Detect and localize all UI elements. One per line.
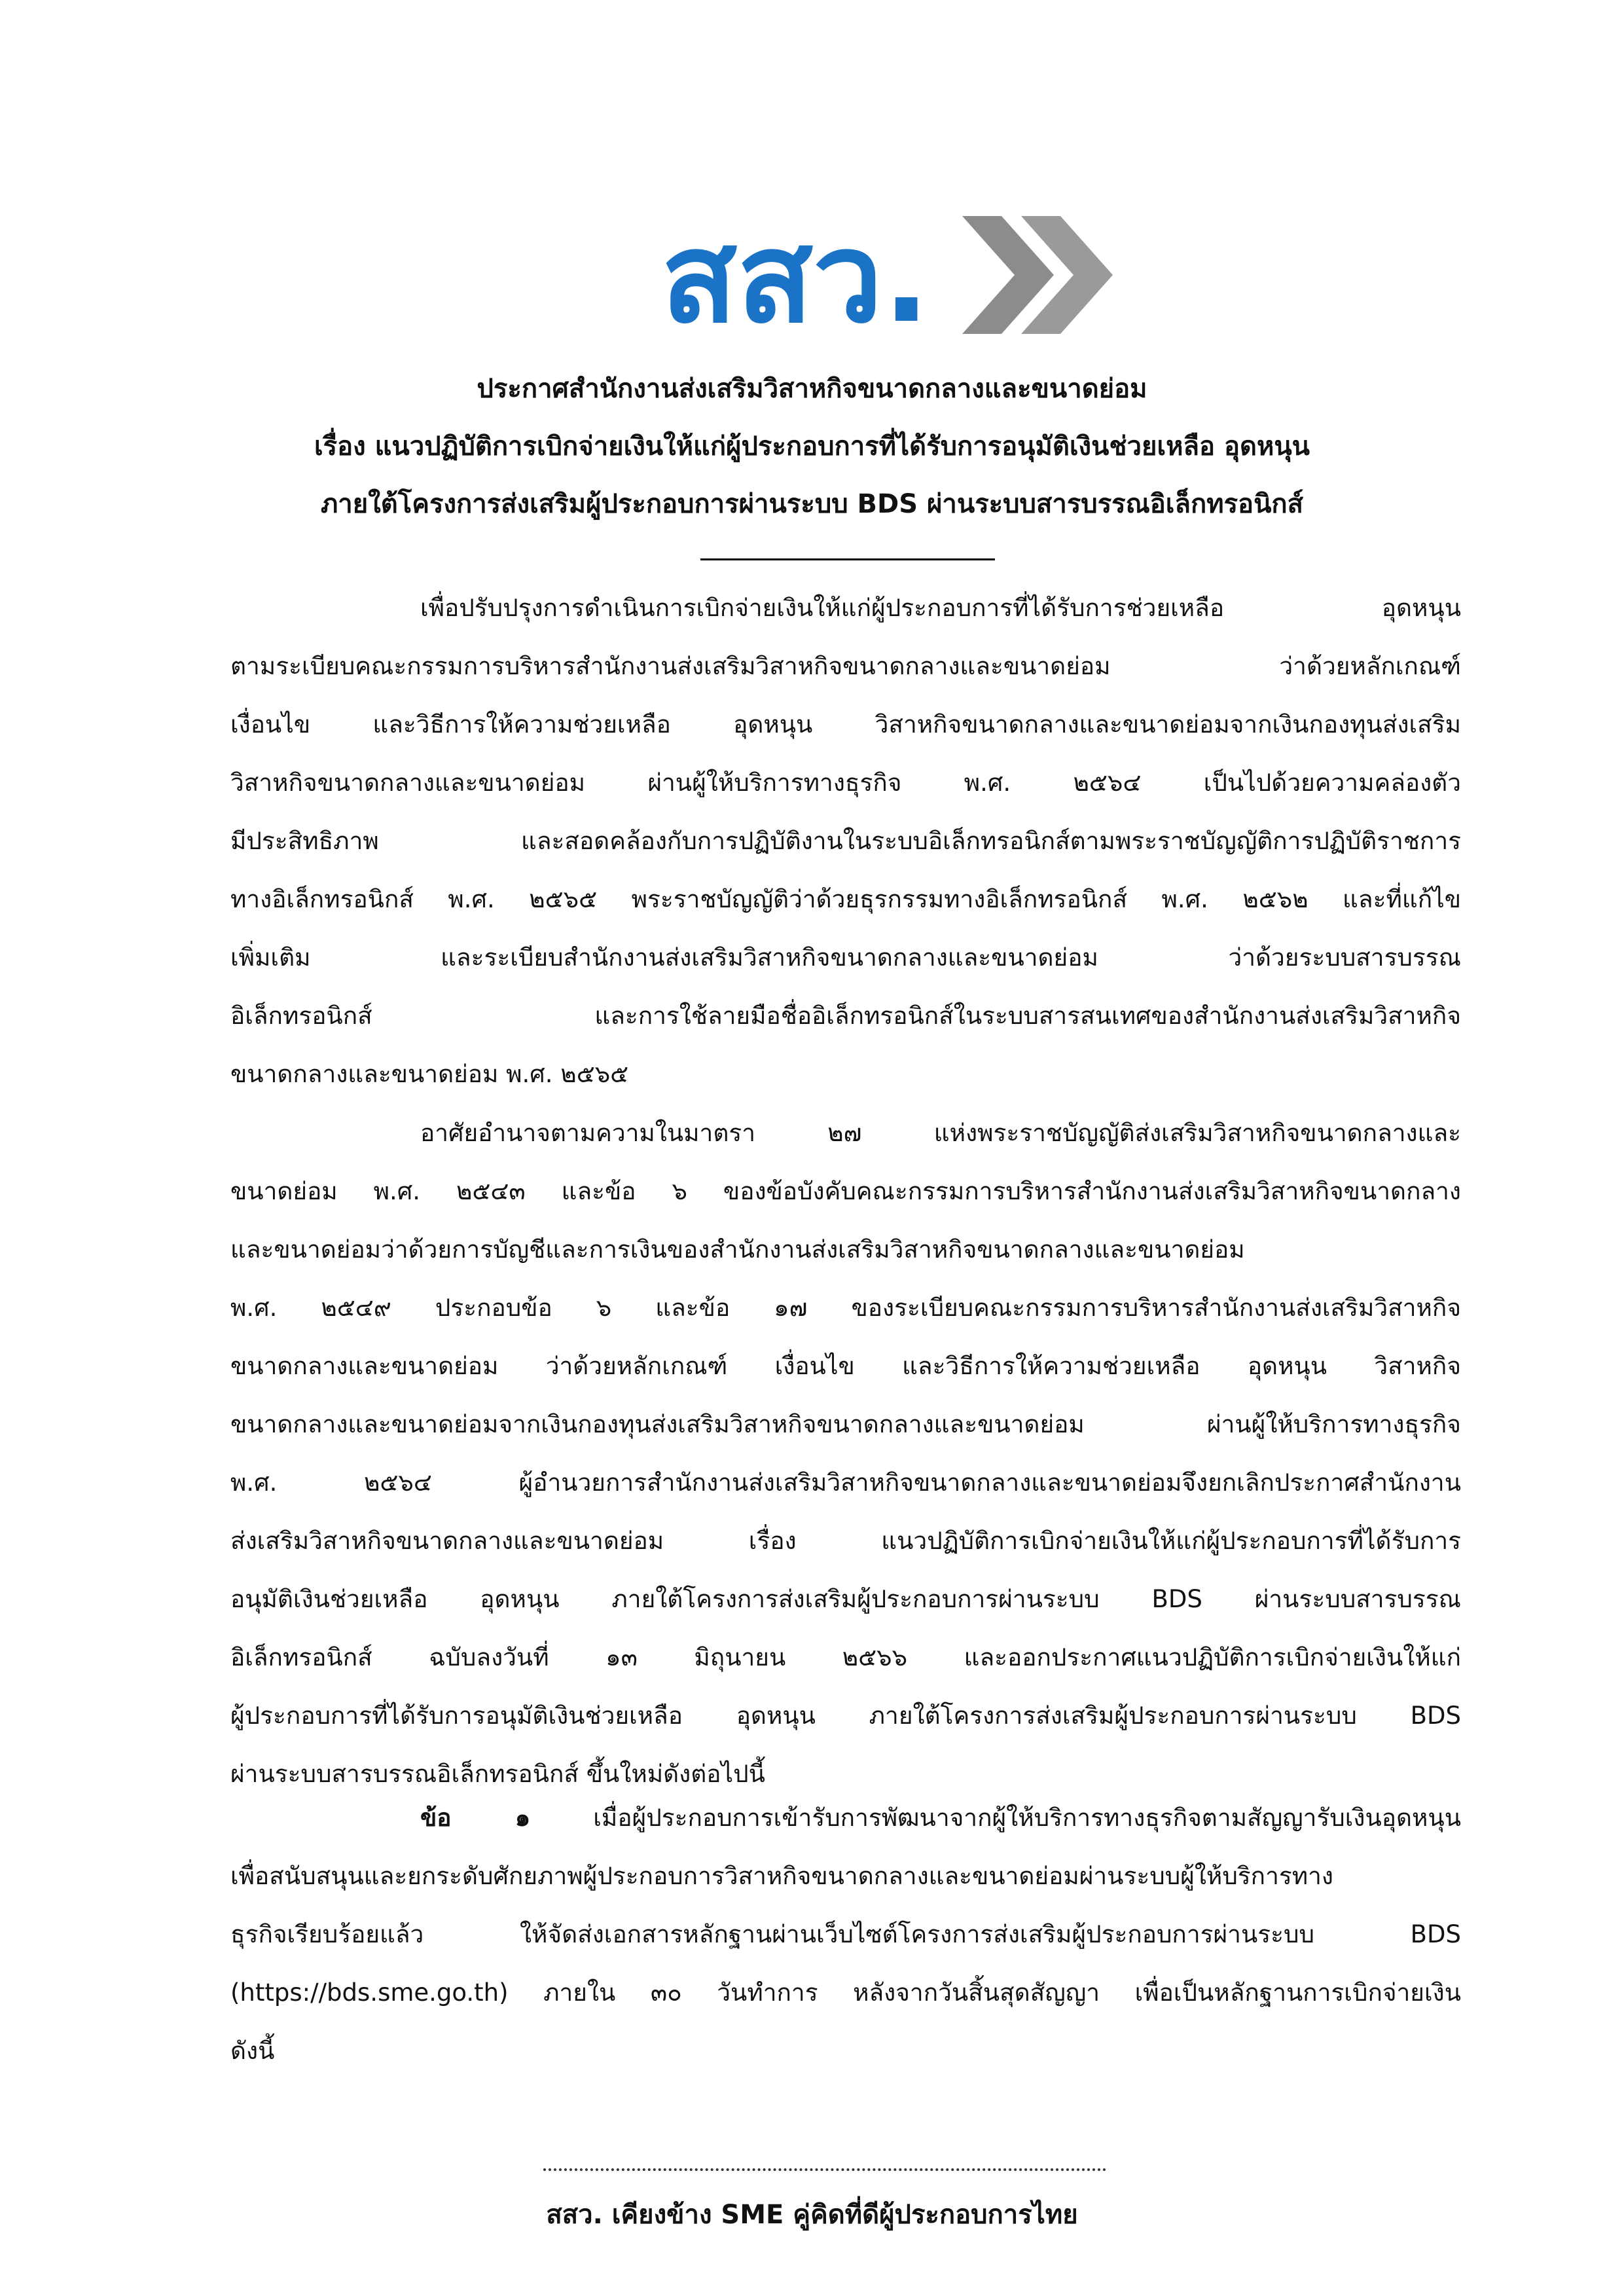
text-line: เพื่อปรับปรุงการดำเนินการเบิกจ่ายเงินให้แก่ผู้ประกอบการที่ได้รับการช่วยเหลือ อุดหนุน: [420, 594, 1461, 622]
text-line: ขนาดกลางและขนาดย่อม ว่าด้วยหลักเกณฑ์ เงื่อนไข และวิธีการให้ความช่วยเหลือ อุดหนุน วิสาหกิจ: [230, 1352, 1461, 1380]
announcement-subject: เรื่อง แนวปฏิบัติการเบิกจ่ายเงินให้แก่ผู้ประกอบการที่ได้รับการอนุมัติเงินช่วยเหลือ อุดหนุน: [314, 431, 1310, 462]
text-line: ผู้ประกอบการที่ได้รับการอนุมัติเงินช่วยเหลือ อุดหนุน ภายใต้โครงการส่งเสริมผู้ประกอบการผ่านระบบ BDS: [230, 1702, 1461, 1730]
paragraph-preamble: [230, 579, 1461, 1103]
footer-slogan: สสว. เคียงข้าง SME คู่คิดที่ดีผู้ประกอบการไทย: [546, 2200, 1078, 2230]
text-line: อาศัยอำนาจตามความในมาตรา ๒๗ แห่งพระราชบัญญัติส่งเสริมวิสาหกิจขนาดกลางและ: [420, 1119, 1461, 1147]
text-line: เพิ่มเติม และระเบียบสำนักงานส่งเสริมวิสาหกิจขนาดกลางและขนาดย่อม ว่าด้วยระบบสารบรรณ: [230, 943, 1461, 972]
text-line: และขนาดย่อมว่าด้วยการบัญชีและการเงินของสำนักงานส่งเสริมวิสาหกิจขนาดกลางและขนาดย่อม: [230, 1235, 1245, 1264]
text-line: ขนาดกลางและขนาดย่อมจากเงินกองทุนส่งเสริมวิสาหกิจขนาดกลางและขนาดย่อม ผ่านผู้ให้บริการทางธุรกิจ: [230, 1410, 1461, 1438]
text-line: อิเล็กทรอนิกส์ ฉบับลงวันที่ ๑๓ มิถุนายน ๒๕๖๖ และออกประกาศแนวปฏิบัติการเบิกจ่ายเงินให้แก่: [230, 1643, 1461, 1671]
clause-1: [230, 1789, 1461, 2080]
text-line: ดังนี้: [230, 2037, 275, 2065]
announcement-subject-cont: ภายใต้โครงการส่งเสริมผู้ประกอบการผ่านระบบ BDS ผ่านระบบสารบรรณอิเล็กทรอนิกส์: [320, 489, 1304, 519]
text-line: ธุรกิจเรียบร้อยแล้ว ให้จัดส่งเอกสารหลักฐานผ่านเว็บไซต์โครงการส่งเสริมผู้ประกอบการผ่านระบบ BDS: [230, 1920, 1461, 1948]
text-line: วิสาหกิจขนาดกลางและขนาดย่อม ผ่านผู้ให้บริการทางธุรกิจ พ.ศ. ๒๕๖๔ เป็นไปด้วยความคล่องตัว: [230, 769, 1461, 797]
double-chevron-icon: [962, 216, 1113, 334]
text-line: [230, 1789, 1461, 1847]
logo-graphic: [655, 196, 1113, 354]
text-line: ขนาดกลางและขนาดย่อม พ.ศ. ๒๕๖๕: [230, 1060, 629, 1088]
clause-label: ข้อ ๑: [420, 1804, 531, 1832]
text-line: ผ่านระบบสารบรรณอิเล็กทรอนิกส์ ขึ้นใหม่ดังต่อไปนี้: [230, 1760, 765, 1788]
logo-text: สสว.: [661, 206, 930, 350]
text-line: อิเล็กทรอนิกส์ และการใช้ลายมือชื่ออิเล็กทรอนิกส์ในระบบสารสนเทศของสำนักงานส่งเสริมวิสาหกิจ: [230, 1002, 1461, 1030]
text-line: เพื่อสนับสนุนและยกระดับศักยภาพผู้ประกอบการวิสาหกิจขนาดกลางและขนาดย่อมผ่านระบบผู้ให้บริการทาง: [230, 1862, 1333, 1890]
announcement-title: ประกาศสำนักงานส่งเสริมวิสาหกิจขนาดกลางและขนาดย่อม: [477, 374, 1147, 404]
sme-logo: [655, 196, 1113, 354]
clause-text: เมื่อผู้ประกอบการเข้ารับการพัฒนาจากผู้ให้บริการทางธุรกิจตามสัญญารับเงินอุดหนุน: [530, 1804, 1461, 1832]
text-line: มีประสิทธิภาพ และสอดคล้องกับการปฏิบัติงานในระบบอิเล็กทรอนิกส์ตามพระราชบัญญัติการปฏิบัติราชการ: [230, 827, 1461, 855]
text-line: (https://bds.sme.go.th) ภายใน ๓๐ วันทำการ หลังจากวันสิ้นสุดสัญญา เพื่อเป็นหลักฐานการเบิกจ่ายเงิน: [230, 1978, 1461, 2007]
text-line: ส่งเสริมวิสาหกิจขนาดกลางและขนาดย่อม เรื่อง แนวปฏิบัติการเบิกจ่ายเงินให้แก่ผู้ประกอบการที่ได้รับการ: [230, 1527, 1461, 1555]
title-divider: [700, 558, 995, 560]
footer-divider: [543, 2168, 1106, 2171]
text-line: ตามระเบียบคณะกรรมการบริหารสำนักงานส่งเสริมวิสาหกิจขนาดกลางและขนาดย่อม ว่าด้วยหลักเกณฑ์: [230, 652, 1461, 680]
text-line: อนุมัติเงินช่วยเหลือ อุดหนุน ภายใต้โครงการส่งเสริมผู้ประกอบการผ่านระบบ BDS ผ่านระบบสารบรรณ: [230, 1585, 1461, 1613]
text-line: ทางอิเล็กทรอนิกส์ พ.ศ. ๒๕๖๕ พระราชบัญญัติว่าด้วยธุรกรรมทางอิเล็กทรอนิกส์ พ.ศ. ๒๕๖๒ และที่แก้ไข: [230, 885, 1461, 913]
paragraph-authority: [230, 1104, 1461, 1803]
text-line: เงื่อนไข และวิธีการให้ความช่วยเหลือ อุดหนุน วิสาหกิจขนาดกลางและขนาดย่อมจากเงินกองทุนส่งเสริม: [230, 710, 1461, 738]
text-line: พ.ศ. ๒๕๔๙ ประกอบข้อ ๖ และข้อ ๑๗ ของระเบียบคณะกรรมการบริหารสำนักงานส่งเสริมวิสาหกิจ: [230, 1294, 1461, 1322]
text-line: ขนาดย่อม พ.ศ. ๒๕๔๓ และข้อ ๖ ของข้อบังคับคณะกรรมการบริหารสำนักงานส่งเสริมวิสาหกิจขนาดกลาง: [230, 1177, 1461, 1205]
text-line: พ.ศ. ๒๕๖๔ ผู้อำนวยการสำนักงานส่งเสริมวิสาหกิจขนาดกลางและขนาดย่อมจึงยกเลิกประกาศสำนักงาน: [230, 1468, 1461, 1497]
